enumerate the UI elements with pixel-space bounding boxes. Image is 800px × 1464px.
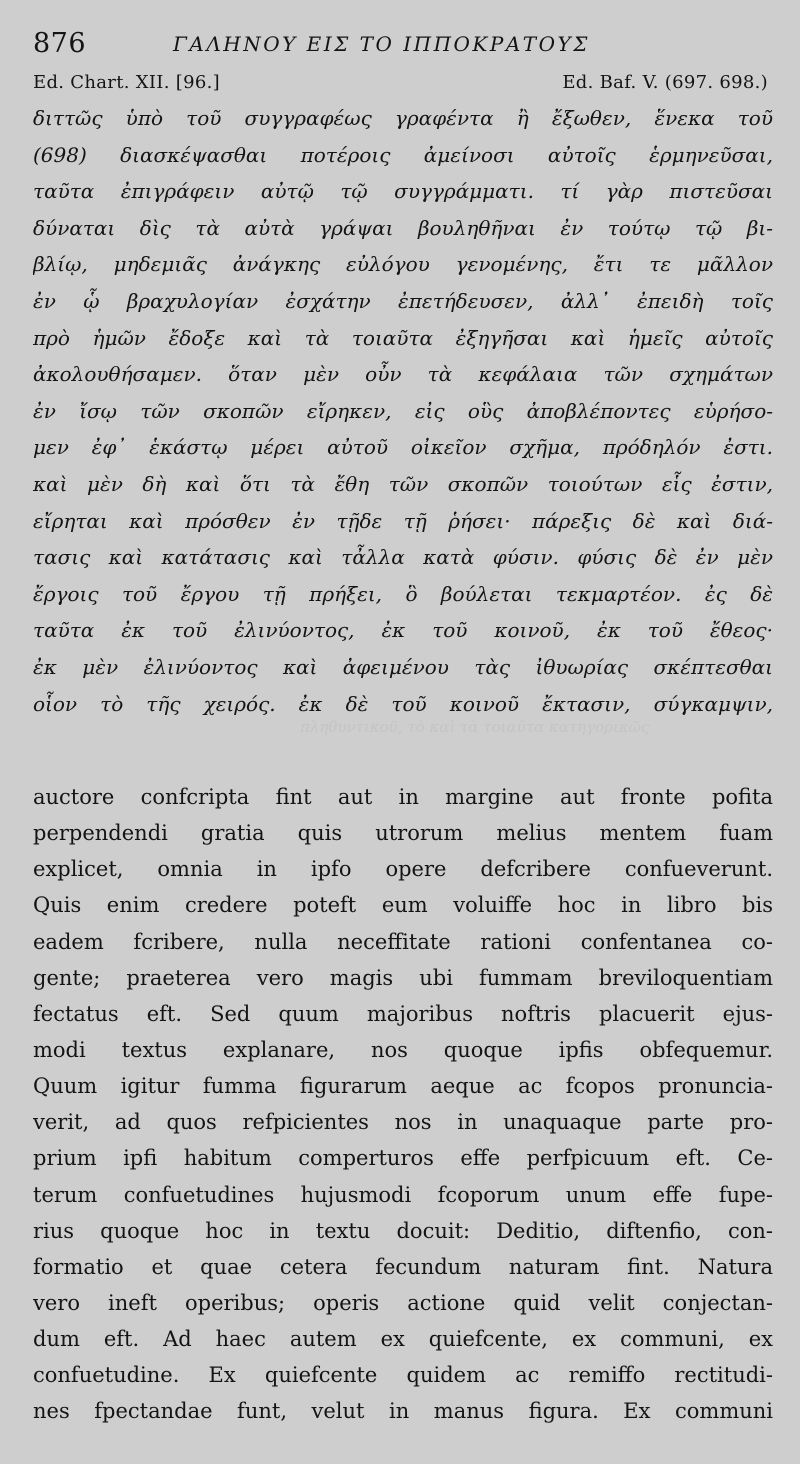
latin-line: verit, ad quos refpicientes nos in unaquaque parte pro- [33,1110,773,1135]
greek-line: ἐκ μὲν ἐλινύοντος καὶ ἀφειμένου τὰς ἰθυωρίας σκέπτεσθαι [33,654,773,679]
greek-line: ἐν ᾧ βραχυλογίαν ἐσχάτην ἐπετήδευσεν, ἀλλ᾽ ἐπειδὴ τοῖς [33,288,773,313]
edition-chartier-reference: Ed. Chart. XII. [96.] [33,72,220,93]
greek-line: τασις καὶ κατάτασις καὶ τἆλλα κατὰ φύσιν. φύσις δὲ ἐν μὲν [33,545,773,570]
latin-line: eadem fcribere, nulla neceffitate rationi confentanea co- [33,929,773,954]
greek-line: μεν ἐφ᾽ ἑκάστῳ μέρει αὐτοῦ οἰκεῖον σχῆμα, πρόδηλόν ἐστι. [33,435,773,460]
running-title: ΓΑΛΗΝΟΥ ΕΙΣ ΤΟ ΙΠΠΟΚΡΑΤΟΥΣ [173,32,590,56]
greek-line: ἐν ἴσῳ τῶν σκοπῶν εἴρηκεν, εἰς οὓς ἀποβλέποντες εὑρήσο- [33,398,773,423]
latin-line: perpendendi gratia quis utrorum melius mentem fuam [33,821,773,846]
latin-line: gente; praeterea vero magis ubi fummam breviloquentiam [33,965,773,990]
page-number: 876 [33,28,87,59]
greek-line: δύναται δὶς τὰ αὐτὰ γράψαι βουληθῆναι ἐν τούτῳ τῷ βι- [33,215,773,240]
latin-line: Quum igitur fumma figurarum aeque ac fcopos pronuncia- [33,1074,773,1099]
latin-line: prium ipfi habitum comperturos effe perfpicuum eft. Ce- [33,1146,773,1171]
latin-line: modi textus explanare, nos quoque ipfis obfequemur. [33,1037,773,1062]
greek-line: ἔργοις τοῦ ἔργου τῇ πρήξει, ὃ βούλεται τεκμαρτέον. ἐς δὲ [33,581,773,606]
latin-text-block [33,779,773,1430]
latin-line: dum eft. Ad haec autem ex quiefcente, ex communi, ex [33,1327,773,1352]
page-header [33,28,773,68]
greek-line: εἴρηται καὶ πρόσθεν ἐν τῇδε τῇ ῥήσει· πάρεξις δὲ καὶ διά- [33,508,773,533]
greek-line: διττῶς ὑπὸ τοῦ συγγραφέως γραφέντα ἢ ἔξωθεν, ἕνεκα τοῦ [33,106,773,130]
latin-line: auctore confcripta fint aut in margine aut fronte pofita [33,785,773,809]
bleed-through-text: πληθυντικοῦ, τὸ καὶ τὰ τοιαῦτα κατηγορικῶς [300,718,650,736]
latin-line: rius quoque hoc in textu docuit: Deditio, diftenfio, con- [33,1218,773,1243]
greek-line: (698) διασκέψασθαι ποτέροις ἀμείνοσι αὐτοῖς ἑρμηνεῦσαι, [33,142,773,167]
greek-text-block [33,100,773,722]
greek-line: οἷον τὸ τῆς χειρός. ἐκ δὲ τοῦ κοινοῦ ἔκτασιν, σύγκαμψιν, [33,691,773,716]
latin-line: Quis enim credere poteft eum voluiffe hoc in libro bis [33,893,773,918]
edition-basel-reference: Ed. Baf. V. (697. 698.) [562,72,768,93]
latin-line: explicet, omnia in ipfo opere defcribere confueverunt. [33,857,773,882]
edition-reference-line [33,72,768,98]
greek-line: ταῦτα ἐπιγράφειν αὐτῷ τῷ συγγράμματι. τί γὰρ πιστεῦσαι [33,179,773,204]
latin-line: confuetudine. Ex quiefcente quidem ac remiffo rectitudi- [33,1363,773,1388]
greek-line: ταῦτα ἐκ τοῦ ἐλινύοντος, ἐκ τοῦ κοινοῦ, ἐκ τοῦ ἔθεος· [33,618,773,643]
latin-line: vero ineft operibus; operis actione quid velit conjectan- [33,1290,773,1315]
greek-line: ἀκολουθήσαμεν. ὅταν μὲν οὖν τὰ κεφάλαια τῶν σχημάτων [33,362,773,387]
greek-line: καὶ μὲν δὴ καὶ ὅτι τὰ ἔθη τῶν σκοπῶν τοιούτων εἷς ἐστιν, [33,471,773,496]
greek-line: πρὸ ἡμῶν ἔδοξε καὶ τὰ τοιαῦτα ἐξηγῆσαι καὶ ἡμεῖς αὐτοῖς [33,325,773,350]
greek-line: βλίῳ, μηδεμιᾶς ἀνάγκης εὐλόγου γενομένης, ἔτι τε μᾶλλον [33,252,773,277]
latin-line: formatio et quae cetera fecundum naturam fint. Natura [33,1254,773,1279]
latin-line: fectatus eft. Sed quum majoribus noftris placuerit ejus- [33,1001,773,1026]
latin-line: nes fpectandae funt, velut in manus figura. Ex communi [33,1399,773,1424]
latin-line: terum confuetudines hujusmodi fcoporum unum effe fupe- [33,1182,773,1207]
